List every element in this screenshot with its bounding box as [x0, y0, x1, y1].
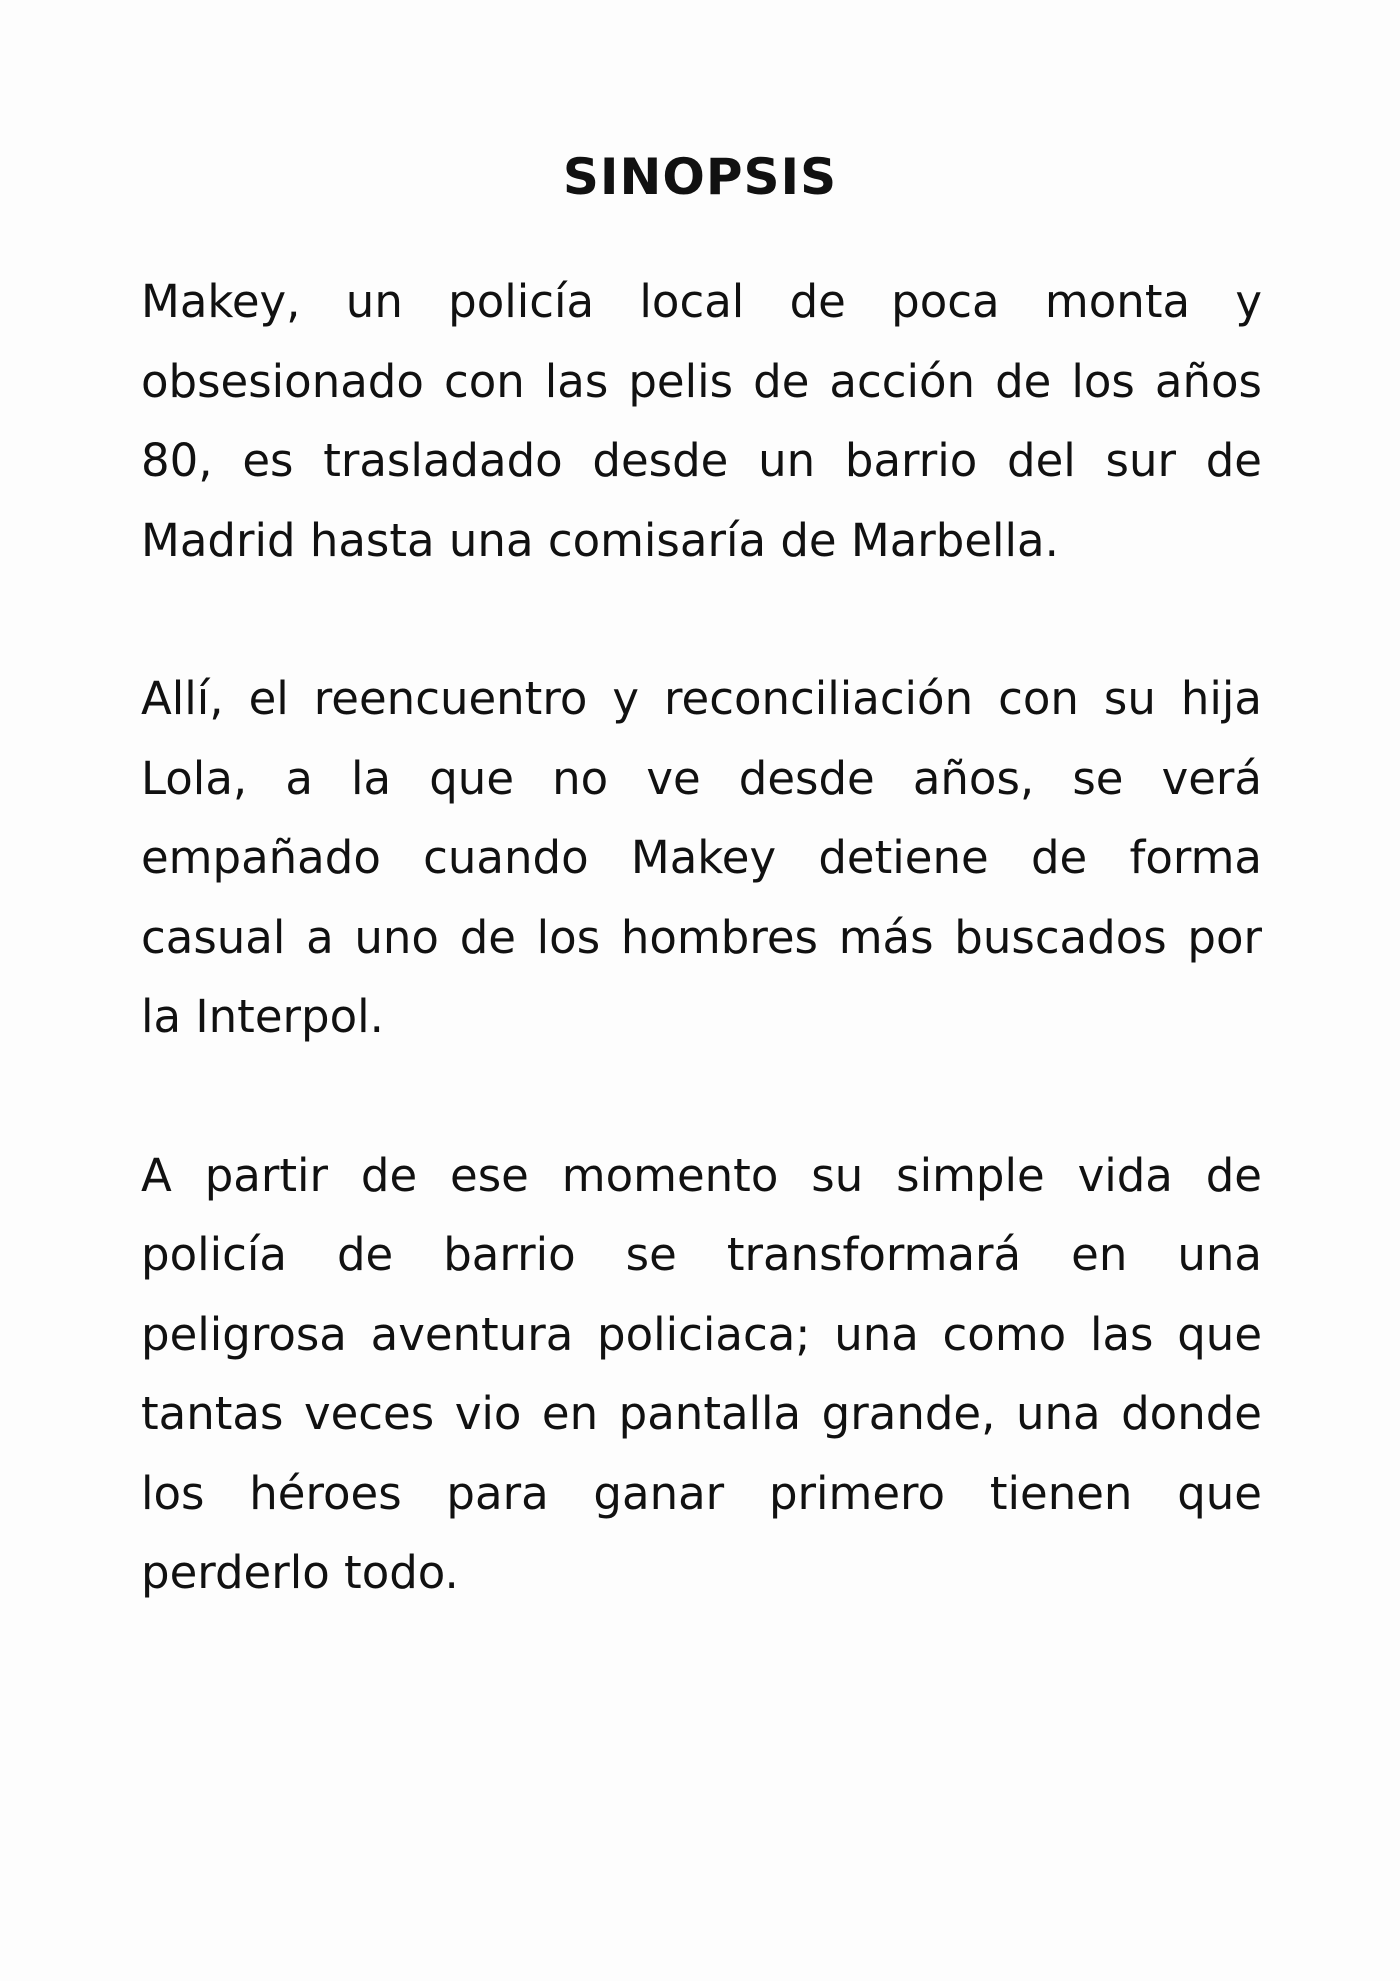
synopsis-paragraph-2: Allí, el reencuentro y reconciliación con su hija Lola, a la que no ve desde años, se verá empañado cuando Makey detiene de forma casual a uno de los hombres más buscados por la Interpol. [141, 672, 1262, 1043]
synopsis-body [141, 262, 1262, 1613]
document-title: SINOPSIS [562, 148, 838, 206]
synopsis-paragraph-3: A partir de ese momento su simple vida de policía de barrio se transformará en una peligrosa aventura policiaca; una como las que tantas veces vio en pantalla grande, una donde los héroes para ganar primero tienen que perderlo todo. [141, 1148, 1262, 1599]
synopsis-paragraph-1: Makey, un policía local de poca monta y obsesionado con las pelis de acción de los años 80, es trasladado desde un barrio del sur de Madrid hasta una comisaría de Marbella. [141, 275, 1262, 567]
